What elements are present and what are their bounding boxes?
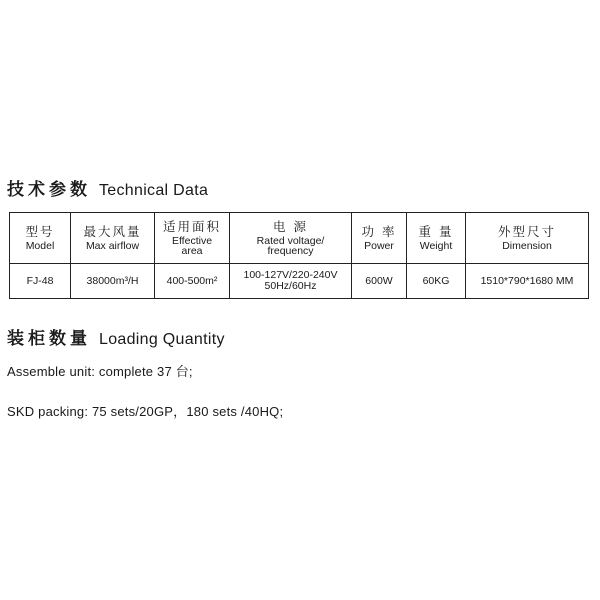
header-cell-weight (407, 213, 466, 264)
voltage-line-2: 50Hz/60Hz (264, 280, 317, 292)
cell-area: 400-500m² (155, 264, 230, 299)
header-zh: 功 率 (361, 223, 397, 239)
skd-packing-text: SKD packing: 75 sets/20GP，180 sets /40HQ; (7, 404, 284, 419)
table-row (10, 264, 589, 299)
header-cell-voltage (230, 213, 352, 264)
cell-model: FJ-48 (10, 264, 71, 299)
table-header-row (10, 213, 589, 264)
assemble-unit-text: Assemble unit: complete 37 台; (7, 364, 193, 379)
header-zh: 最大风量 (83, 223, 142, 239)
technical-data-heading-zh: 技术参数 (7, 180, 91, 200)
technical-data-heading-en: Technical Data (99, 182, 209, 199)
header-cell-model (10, 213, 71, 264)
header-zh: 重 量 (418, 223, 454, 239)
technical-data-heading (7, 175, 208, 200)
header-en: Dimension (502, 239, 552, 252)
cell-weight: 60KG (407, 264, 466, 299)
header-cell-airflow (71, 213, 155, 264)
cell-voltage (230, 264, 352, 299)
cell-dimension: 1510*790*1680 MM (466, 264, 589, 299)
header-en: Power (364, 239, 394, 252)
header-en: Model (25, 239, 55, 252)
cell-power: 600W (352, 264, 407, 299)
loading-quantity-heading-zh: 装柜数量 (7, 329, 91, 349)
header-cell-area (155, 213, 230, 264)
header-zh: 电 源 (273, 218, 308, 234)
header-cell-dimension (466, 213, 589, 264)
loading-quantity-heading-en: Loading Quantity (99, 331, 225, 348)
header-en: Rated voltage/ frequency (256, 234, 325, 257)
cell-airflow: 38000m³/H (71, 264, 155, 299)
header-en: Weight (419, 239, 453, 252)
header-zh: 适用面积 (162, 218, 221, 234)
header-cell-power (352, 213, 407, 264)
technical-data-table (9, 212, 589, 299)
header-en: Effective area (171, 234, 213, 257)
loading-quantity-heading (7, 324, 225, 349)
header-zh: 型号 (25, 223, 55, 239)
voltage-line-1: 100-127V/220-240V (243, 269, 338, 281)
header-en: Max airflow (85, 239, 140, 252)
header-zh: 外型尺寸 (497, 223, 556, 239)
